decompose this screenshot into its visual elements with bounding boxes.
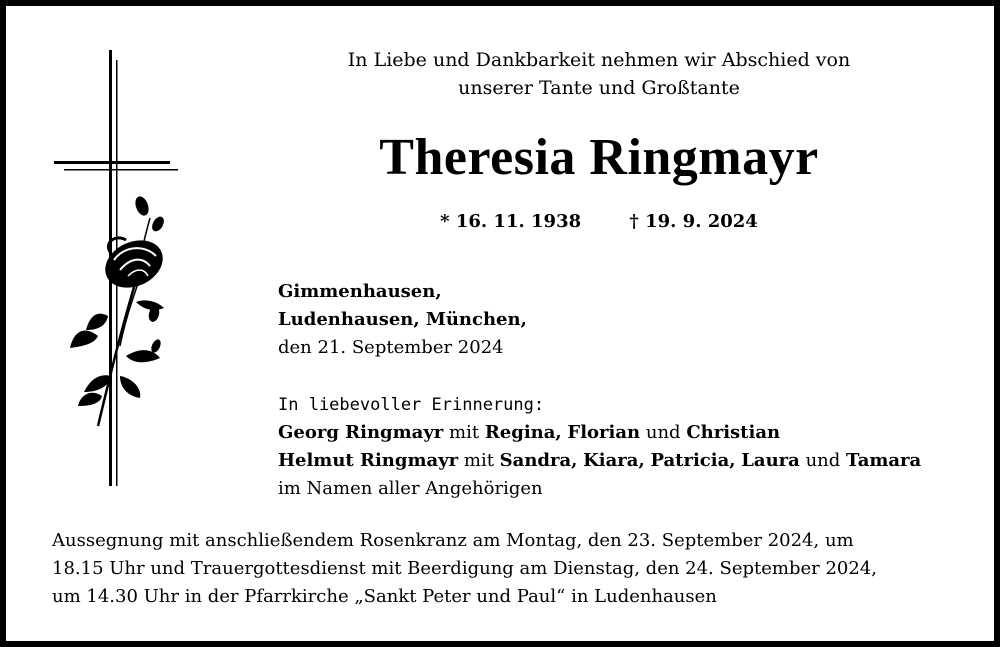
birth-date: * 16. 11. 1938	[440, 211, 582, 232]
mourners-heading: In liebevoller Erinnerung:	[278, 395, 545, 415]
connector-word: und	[805, 450, 841, 471]
intro-line: In Liebe und Dankbarkeit nehmen wir Abschied von	[347, 49, 851, 71]
location-line: Ludenhausen, München,	[278, 309, 527, 330]
mourner-name: Helmut Ringmayr	[278, 450, 459, 471]
mourner-name: Patricia,	[650, 450, 736, 471]
cross-with-rose-icon	[50, 46, 184, 491]
connector-word: mit	[463, 450, 494, 471]
intro-line: unserer Tante und Großtante	[458, 77, 740, 99]
mourner-name: Regina,	[484, 422, 562, 443]
intro-text	[296, 46, 902, 102]
death-date: † 19. 9. 2024	[629, 211, 758, 232]
connector-word: mit	[449, 422, 480, 443]
mourners-closing: im Namen aller Angehörigen	[278, 478, 543, 499]
service-line: Aussegnung mit anschließendem Rosenkranz am Montag, den 23. September 2024, um	[52, 530, 854, 551]
mourner-name: Georg Ringmayr	[278, 422, 444, 443]
notice-date: den 21. September 2024	[278, 337, 504, 358]
mourner-name: Christian	[686, 422, 781, 443]
life-dates	[296, 211, 902, 232]
location-block	[278, 278, 527, 362]
mourner-row	[278, 447, 921, 475]
mourner-name: Florian	[567, 422, 641, 443]
service-line: 18.15 Uhr und Trauergottesdienst mit Beerdigung am Dienstag, den 24. September 2024,	[52, 558, 877, 579]
service-line: um 14.30 Uhr in der Pfarrkirche „Sankt Peter und Paul“ in Ludenhausen	[52, 586, 717, 607]
mourner-name: Kiara,	[583, 450, 645, 471]
mourner-row	[278, 419, 921, 447]
mourners-block	[278, 391, 921, 503]
connector-word: und	[645, 422, 681, 443]
mourner-name: Sandra,	[499, 450, 578, 471]
mourner-name: Tamara	[846, 450, 922, 471]
location-line: Gimmenhausen,	[278, 281, 442, 302]
service-details	[52, 527, 982, 611]
mourner-name: Laura	[741, 450, 800, 471]
deceased-name: Theresia Ringmayr	[379, 129, 819, 186]
